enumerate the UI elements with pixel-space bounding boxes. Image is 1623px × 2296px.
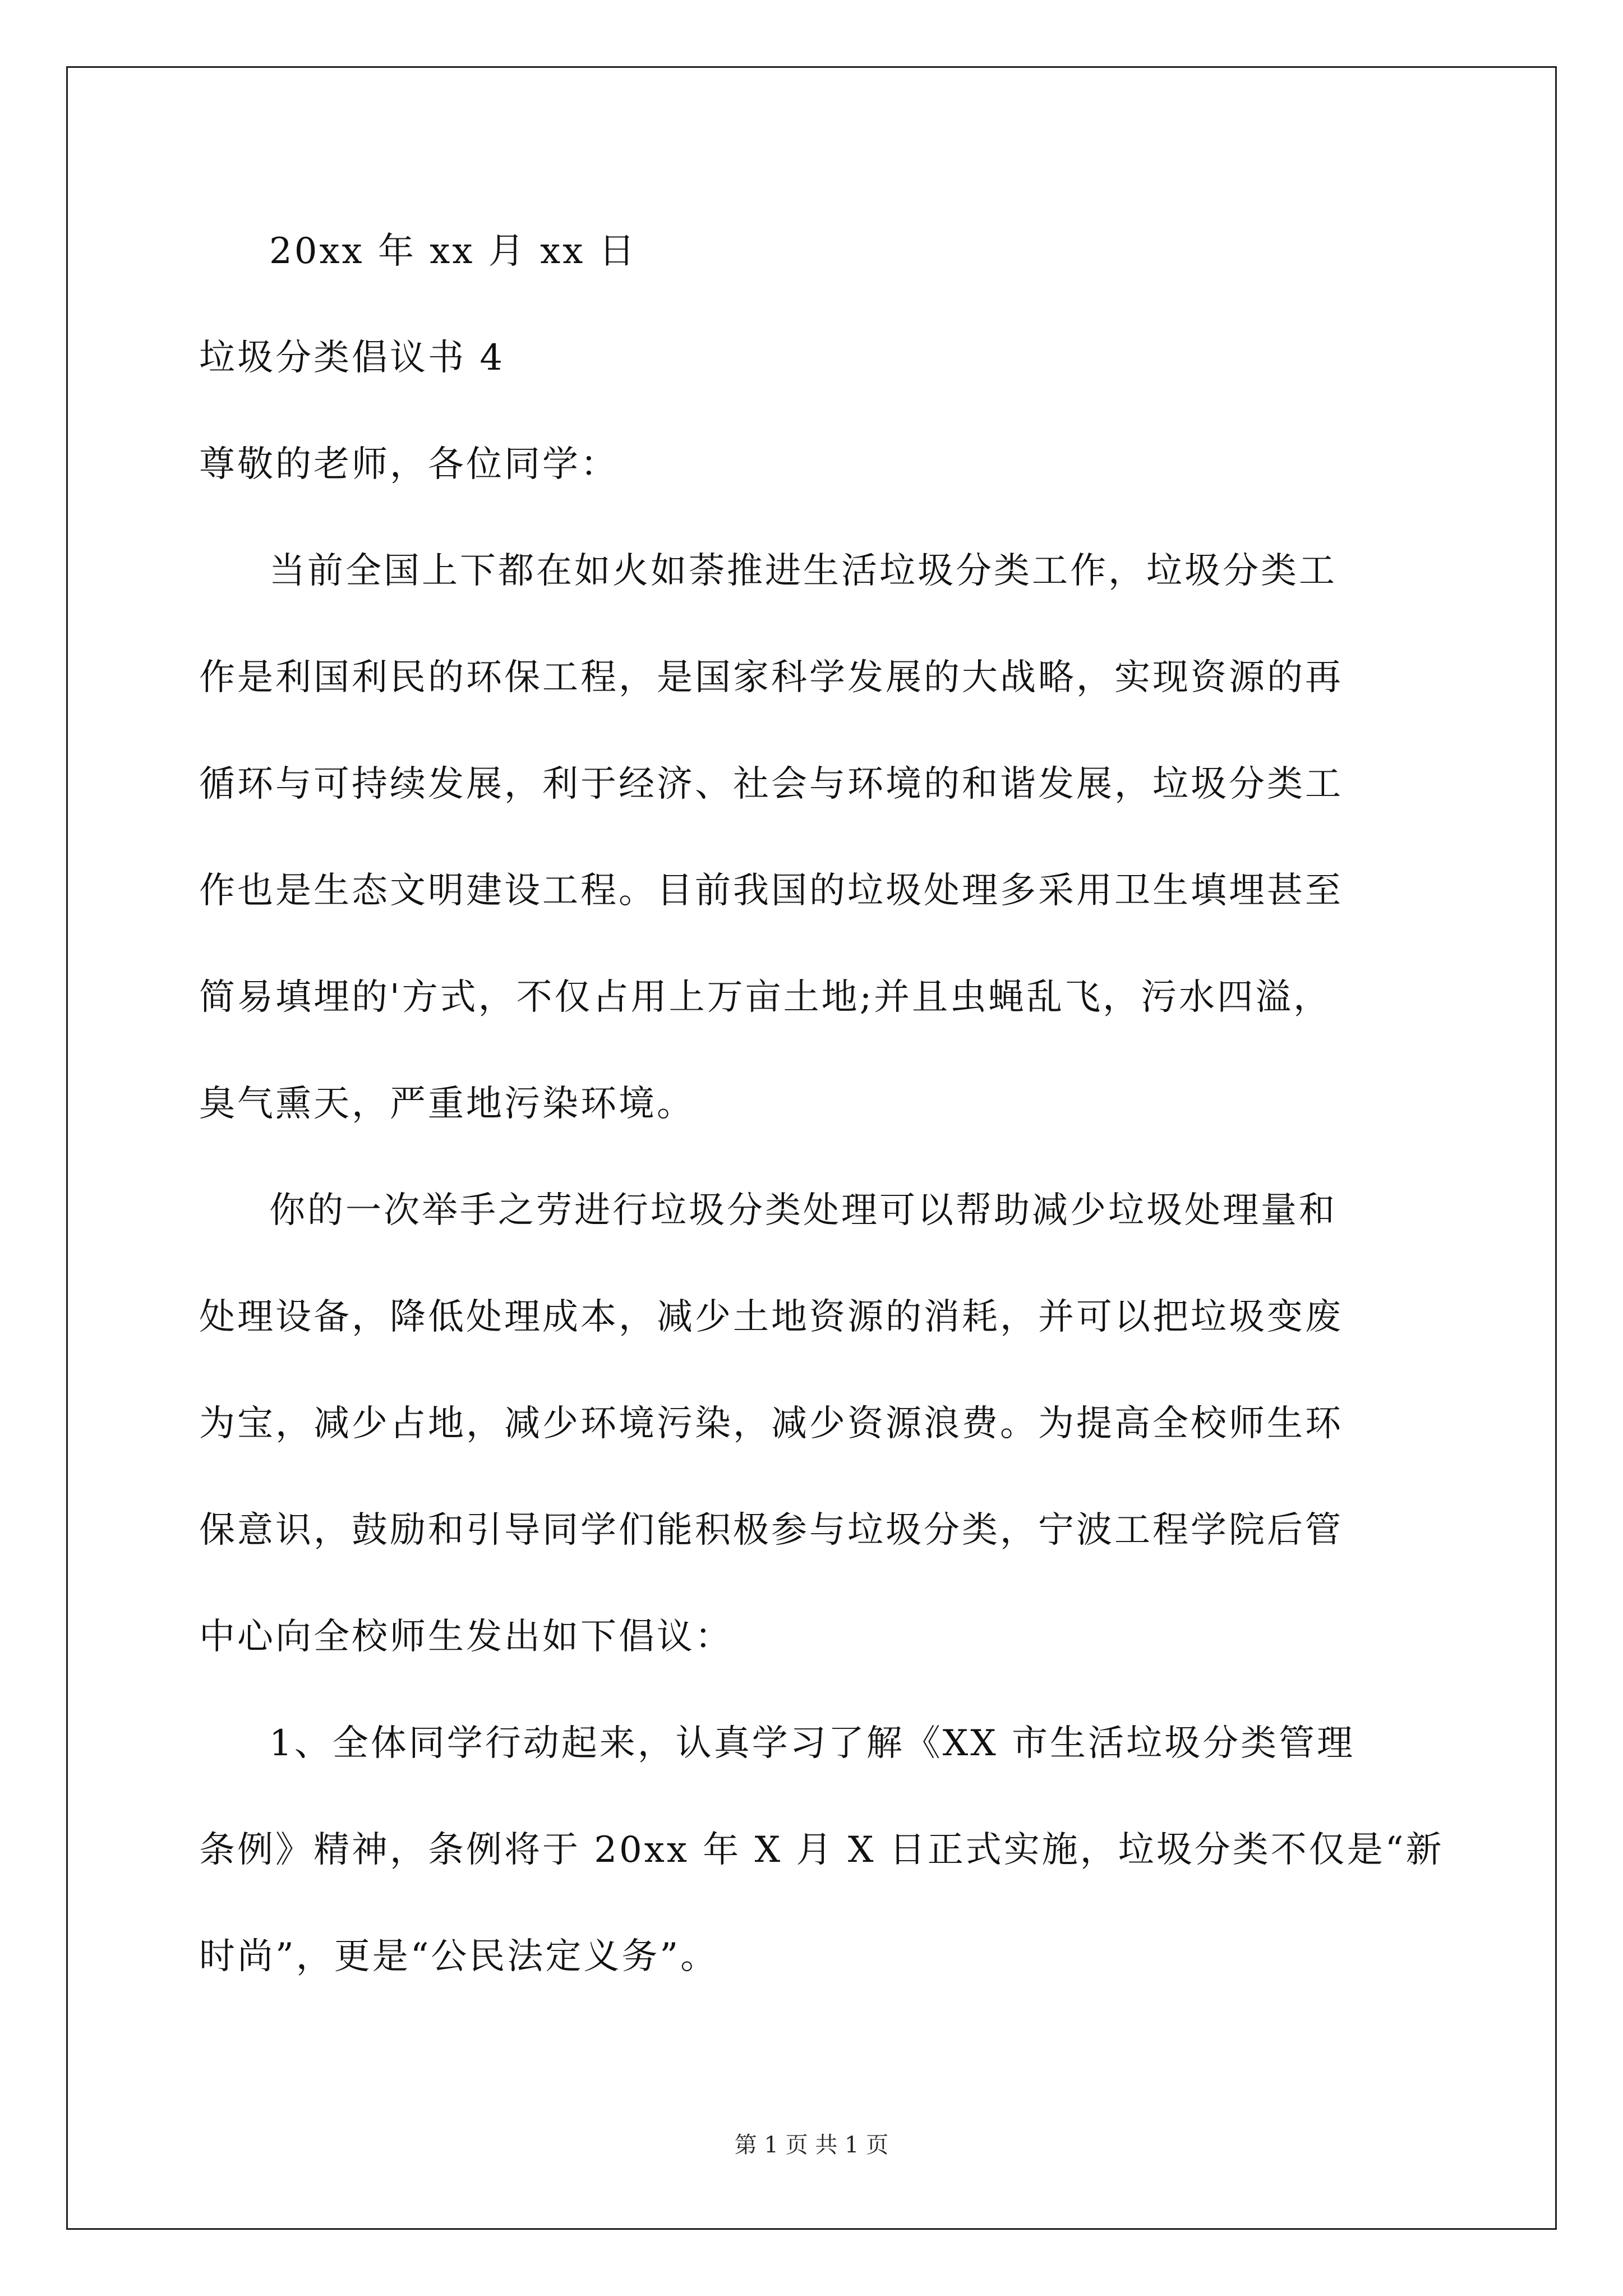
salutation: 尊敬的老师，各位同学： [199,444,619,485]
paragraph-1-line-4: 作也是生态文明建设工程。目前我国的垃圾处理多采用卫生填埋甚至 [199,870,1343,912]
paragraph-3-line-2: 条例》精神，条例将于 20xx 年 X 月 X 日正式实施，垃圾分类不仅是“新 [199,1829,1444,1871]
paragraph-2-line-5: 中心向全校师生发出如下倡议： [199,1616,733,1658]
paragraph-1-line-6: 臭气熏天，严重地污染环境。 [199,1083,695,1125]
paragraph-1-line-2: 作是利国利民的环保工程，是国家科学发展的大战略，实现资源的再 [199,657,1343,698]
document-title: 垃圾分类倡议书 4 [199,337,505,379]
paragraph-3-line-1: 1、全体同学行动起来，认真学习了解《XX 市生活垃圾分类管理 [269,1723,1355,1764]
paragraph-2-line-1: 你的一次举手之劳进行垃圾分类处理可以帮助减少垃圾处理量和 [269,1190,1337,1231]
paragraph-1-line-3: 循环与可持续发展，利于经济、社会与环境的和谐发展，垃圾分类工 [199,763,1343,805]
paragraph-1-line-1: 当前全国上下都在如火如荼推进生活垃圾分类工作，垃圾分类工 [269,550,1337,592]
paragraph-2-line-4: 保意识，鼓励和引导同学们能积极参与垃圾分类，宁波工程学院后管 [199,1510,1343,1551]
date-line: 20xx 年 xx 月 xx 日 [269,231,637,272]
paragraph-1-line-5: 简易填埋的'方式，不仅占用上万亩土地;并且虫蝇乱飞，污水四溢， [199,977,1332,1018]
page-border [66,66,1557,2230]
page-footer: 第 1 页 共 1 页 [734,2132,889,2158]
paragraph-3-line-3: 时尚”，更是“公民法定义务”。 [199,1936,719,1977]
paragraph-2-line-2: 处理设备，降低处理成本，减少土地资源的消耗，并可以把垃圾变废 [199,1296,1343,1338]
paragraph-2-line-3: 为宝，减少占地，减少环境污染，减少资源浪费。为提高全校师生环 [199,1403,1343,1444]
